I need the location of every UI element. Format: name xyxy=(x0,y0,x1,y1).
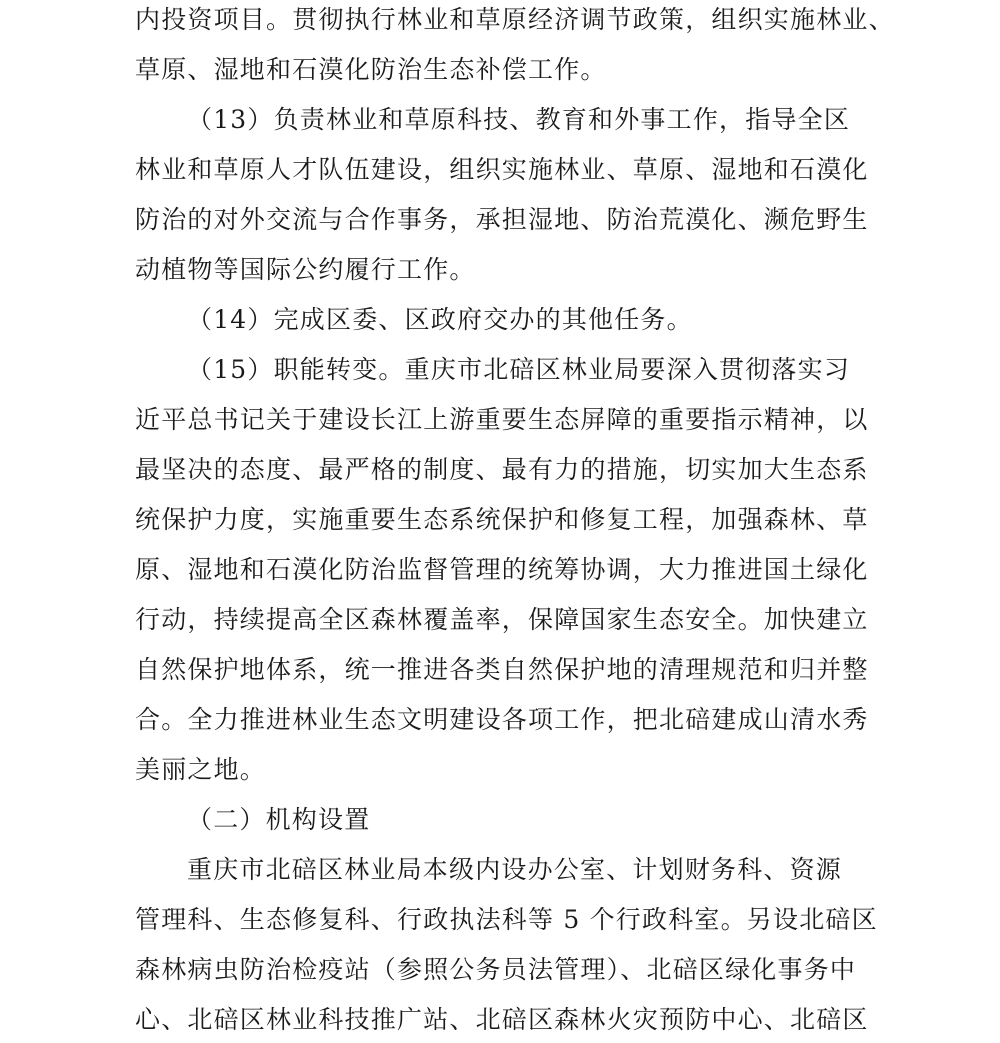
text-line: 原、湿地和石漠化防治监督管理的统筹协调，大力推进国土绿化 xyxy=(135,555,869,584)
text-line: 最坚决的态度、最严格的制度、最有力的措施，切实加大生态系 xyxy=(135,455,869,484)
text-line: 自然保护地体系，统一推进各类自然保护地的清理规范和归并整 xyxy=(135,655,869,684)
text-line: 动植物等国际公约履行工作。 xyxy=(135,255,476,284)
text-line: 林业和草原人才队伍建设，组织实施林业、草原、湿地和石漠化 xyxy=(135,155,869,184)
paragraph-13-first-line: （13）负责林业和草原科技、教育和外事工作，指导全区 xyxy=(187,105,851,134)
text-line: 近平总书记关于建设长江上游重要生态屏障的重要指示精神，以 xyxy=(135,405,869,434)
text-line: 草原、湿地和石漠化防治生态补偿工作。 xyxy=(135,55,607,84)
section-heading: （二）机构设置 xyxy=(187,805,371,834)
text-line: 心、北碚区林业科技推广站、北碚区森林火灾预防中心、北碚区 xyxy=(135,1005,869,1034)
text-line: 防治的对外交流与合作事务，承担湿地、防治荒漠化、濒危野生 xyxy=(135,205,869,234)
text-line: 美丽之地。 xyxy=(135,755,267,784)
text-line: 森林病虫防治检疫站（参照公务员法管理）、北碚区绿化事务中 xyxy=(135,955,857,984)
text-line: 管理科、生态修复科、行政执法科等 5 个行政科室。另设北碚区 xyxy=(135,905,878,934)
paragraph-15-first-line: （15）职能转变。重庆市北碚区林业局要深入贯彻落实习 xyxy=(187,355,851,384)
text-line: 行动，持续提高全区森林覆盖率，保障国家生态安全。加快建立 xyxy=(135,605,869,634)
paragraph-14: （14）完成区委、区政府交办的其他任务。 xyxy=(187,305,693,334)
text-line: 合。全力推进林业生态文明建设各项工作，把北碚建成山清水秀 xyxy=(135,705,869,734)
paragraph-org-first-line: 重庆市北碚区林业局本级内设办公室、计划财务科、资源 xyxy=(187,855,843,884)
text-line: 统保护力度，实施重要生态系统保护和修复工程，加强森林、草 xyxy=(135,505,869,534)
text-line: 内投资项目。贯彻执行林业和草原经济调节政策，组织实施林业、 xyxy=(135,5,895,34)
